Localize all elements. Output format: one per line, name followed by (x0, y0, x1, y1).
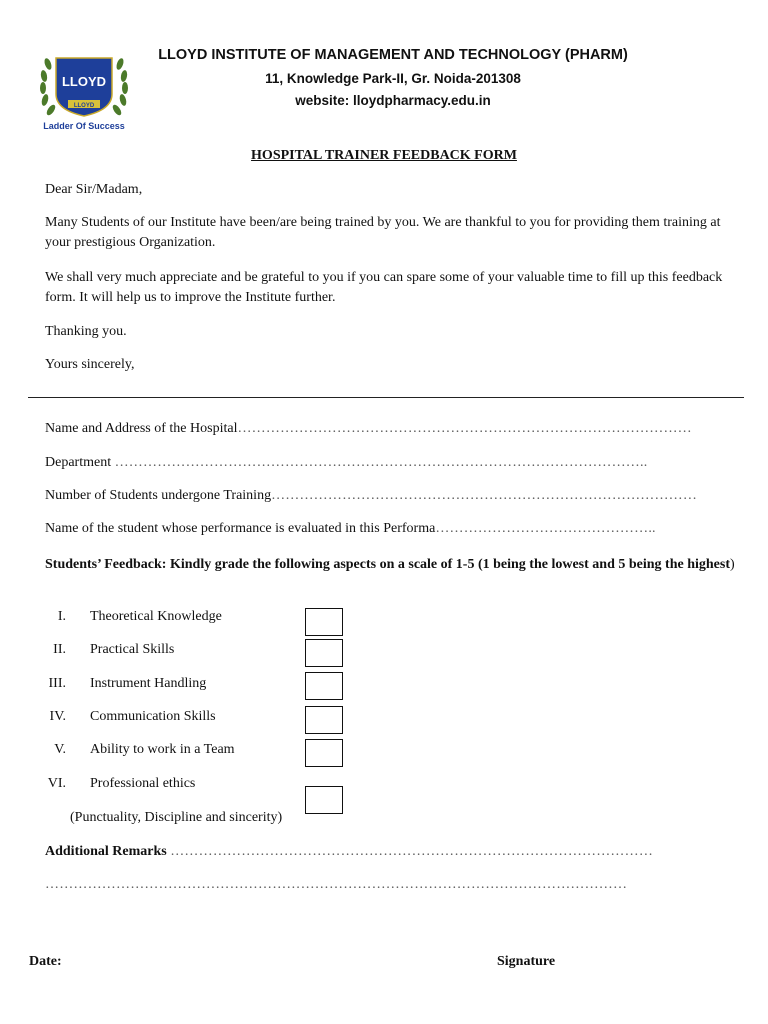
signature-label: Signature (497, 954, 556, 969)
item-numeral: VI. (47, 776, 66, 791)
students-count-fill-line[interactable]: ……………………………………………………………………………… (271, 488, 698, 503)
item-label-professional-ethics: Professional ethics (90, 776, 196, 791)
hospital-label: Name and Address of the Hospital (45, 421, 238, 436)
remarks-fill-line-1[interactable]: ………………………………………………………………………………………… (170, 844, 654, 859)
thanking-line: Thanking you. (45, 324, 127, 339)
hospital-field[interactable] (45, 421, 692, 437)
logo-text: LLOYD (61, 74, 107, 89)
date-label: Date: (29, 954, 62, 969)
rating-box-theoretical-knowledge[interactable] (305, 608, 343, 636)
institute-name: LLOYD INSTITUTE OF MANAGEMENT AND TECHNOLOGY (PHARM) (158, 47, 628, 63)
item-label-communication-skills: Communication Skills (90, 709, 216, 724)
remarks-label: Additional Remarks (45, 844, 167, 859)
letter-paragraph-2: We shall very much appreciate and be grateful to you if you can spare some of your valuable time to fill up this feedback form. It will help us to improve the Institute further. (45, 270, 723, 305)
department-field[interactable] (45, 455, 647, 471)
salutation: Dear Sir/Madam, (45, 182, 143, 197)
item-numeral: II. (53, 642, 66, 657)
logo-tagline: Ladder Of Success (43, 121, 125, 131)
student-name-field[interactable] (45, 521, 656, 537)
item-sublabel-professional-ethics: (Punctuality, Discipline and sincerity) (70, 810, 283, 825)
laurel-logo-icon (34, 44, 134, 134)
letter-paragraph-1: Many Students of our Institute have been/are being trained by you. We are thankful to you for providing them training at your prestigious Organization. (45, 215, 721, 250)
rating-box-professional-ethics[interactable] (305, 786, 343, 814)
rating-box-practical-skills[interactable] (305, 639, 343, 667)
closing-line: Yours sincerely, (45, 357, 135, 372)
department-label: Department (45, 455, 112, 470)
remarks-fill-line-2[interactable]: …………………………………………………………………………………………………………… (45, 877, 628, 892)
institute-website: website: lloydpharmacy.edu.in (295, 93, 491, 108)
remarks-fill-row[interactable] (45, 877, 627, 893)
feedback-instruction-text: Students’ Feedback: Kindly grade the following aspects on a scale of 1-5 (1 being the lowest and 5 being the highest (45, 557, 730, 572)
remarks-field[interactable] (45, 844, 653, 860)
logo-ribbon-text: LLOYD (73, 103, 95, 109)
institute-address: 11, Knowledge Park-II, Gr. Noida-201308 (265, 71, 521, 86)
feedback-instruction-tail: ) (729, 557, 735, 572)
rating-box-communication-skills[interactable] (305, 706, 343, 734)
rating-box-teamwork[interactable] (305, 739, 343, 767)
students-count-field[interactable] (45, 488, 697, 504)
item-numeral: III. (48, 676, 66, 691)
item-label-theoretical-knowledge: Theoretical Knowledge (90, 609, 222, 624)
rating-box-instrument-handling[interactable] (305, 672, 343, 700)
item-label-practical-skills: Practical Skills (90, 642, 175, 657)
feedback-instruction (45, 555, 735, 575)
item-label-teamwork: Ability to work in a Team (90, 742, 235, 757)
students-count-label: Number of Students undergone Training (45, 488, 272, 503)
student-name-fill-line[interactable]: ……………………………………….. (435, 521, 656, 536)
institute-logo (34, 44, 134, 134)
hospital-fill-line[interactable]: …………………………………………………………………………………… (237, 421, 692, 436)
item-numeral: V. (54, 742, 66, 757)
department-fill-line[interactable]: ………………………………………………………………………………………………….. (114, 455, 648, 470)
form-title: HOSPITAL TRAINER FEEDBACK FORM (251, 148, 517, 163)
item-label-instrument-handling: Instrument Handling (90, 676, 207, 691)
student-name-label: Name of the student whose performance is evaluated in this Performa (45, 521, 436, 536)
item-numeral: I. (57, 609, 66, 624)
divider-line (28, 397, 744, 398)
item-numeral: IV. (49, 709, 66, 724)
